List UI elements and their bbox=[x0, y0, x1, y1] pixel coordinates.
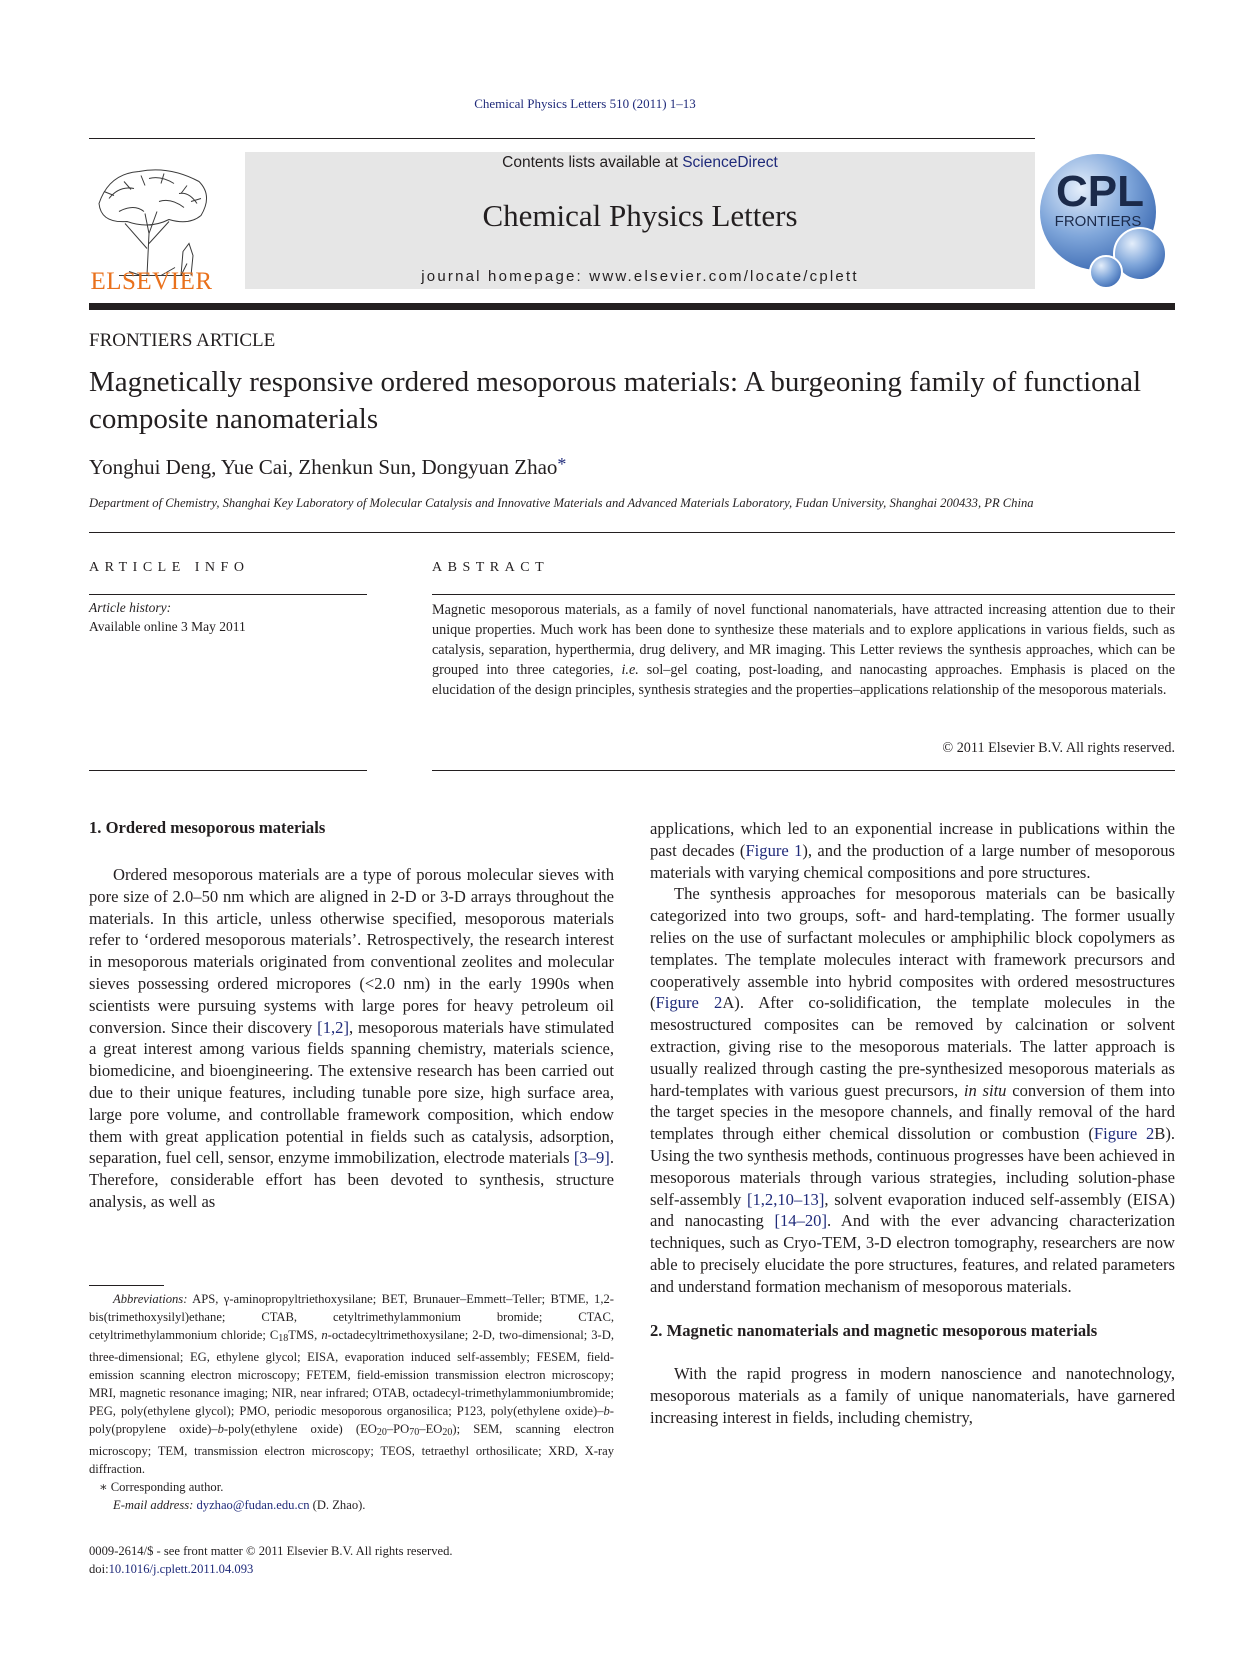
section-2-heading: 2. Magnetic nanomaterials and magnetic mesoporous materials bbox=[650, 1320, 1098, 1340]
text-run: -poly(ethylene oxide) (EO bbox=[223, 1422, 377, 1436]
citation-link[interactable]: [1,2] bbox=[317, 1017, 349, 1037]
cpl-logo-letters: CPL bbox=[1056, 167, 1144, 216]
doi-line bbox=[89, 1560, 614, 1578]
abstract-part: Magnetic mesoporous materials, as a family of novel functional nanomaterials, have attracted increasing attention due to their unique properties. Much work has been done to synthesize these materials and to explore applications in various fields, such as catalysis, separation, hyperthermia, drug delivery, and MR imaging. This Letter reviews the synthesis approaches, which can be grouped into three categories, bbox=[432, 602, 1175, 678]
paragraph bbox=[89, 864, 614, 1213]
front-matter-line: 0009-2614/$ - see front matter © 2011 Elsevier B.V. All rights reserved. bbox=[89, 1544, 453, 1558]
contents-line bbox=[245, 154, 1035, 172]
italic-run: b bbox=[603, 1404, 610, 1418]
text-run: The synthesis approaches for mesoporous materials can be basically categorized into two groups, soft- and hard-templating. The former usually relies on the use of surfactant molecules or amphiphilic block copolymers as templates. The template molecules interact with framework precursors and cooperatively assemble into hybrid composites with ordered mesostructures ( bbox=[650, 884, 1175, 1013]
text-run: B). Using the two synthesis methods, continuous progresses have been achieved in mesoporous materials through various strategies, including solution-phase self-assembly bbox=[650, 1124, 1175, 1209]
text-run: applications, which led to an exponential increase in publications within the past decades ( bbox=[650, 819, 1175, 860]
abstract-bottom-rule bbox=[432, 770, 1175, 771]
cpl-frontiers-logo bbox=[1036, 150, 1171, 295]
email-label: E-mail address: bbox=[113, 1498, 197, 1512]
email-note bbox=[89, 1496, 614, 1514]
italic-run: in situ bbox=[963, 1080, 1007, 1100]
cpl-logo-frontiers: FRONTIERS bbox=[1054, 213, 1142, 230]
citation-link[interactable]: [1,2,10–13] bbox=[746, 1189, 825, 1209]
text-run: APS, γ-aminopropyltriethoxysilane; BET, Brunauer–Emmett–Teller; BTME, 1,2-bis(trimethoxysilyl)ethane; CTAB, cetyltrimethylammonium bromide; CTAC, cetyltrimethylammonium chloride; C bbox=[89, 1292, 614, 1342]
author-list bbox=[89, 454, 566, 480]
text-run: Ordered mesoporous materials are a type of porous molecular sieves with pore size of 2.0–50 nm which are aligned in 2-D or 3-D arrays throughout the materials. In this article, unless otherwise specified, mesoporous materials refer to ‘ordered mesoporous materials’. Retrospectively, the research interest in mesoporous materials originated from conventional zeolites and molecular sieves possessing ordered micropores (<2.0 nm) in the early 1990s when scientists were pursuing systems with large pores for heavy petroleum oil conversion. Since their discovery bbox=[89, 865, 614, 1037]
info-top-rule bbox=[89, 594, 367, 595]
affiliation-rule bbox=[89, 532, 1175, 533]
abstract-ie: i.e. bbox=[621, 662, 639, 678]
paragraph: With the rapid progress in modern nanoscience and nanotechnology, mesoporous materials as a family of unique nanomaterials, have garnered increasing interest in fields, including chemistry, bbox=[650, 1364, 1175, 1427]
abstract-text bbox=[432, 600, 1175, 700]
journal-name: Chemical Physics Letters bbox=[482, 198, 798, 233]
corresponding-author-mark[interactable]: * bbox=[557, 454, 567, 474]
citation-link[interactable]: [3–9] bbox=[573, 1148, 610, 1168]
text-run: -poly(propylene oxide)– bbox=[89, 1404, 614, 1436]
abstract-top-rule bbox=[432, 594, 1175, 595]
abstract-part: sol–gel coating, post-loading, and nanocasting approaches. Emphasis is placed on the elucidation of the design principles, synthesis strategies and the properties–applications relationship of the mesoporous materials. bbox=[432, 662, 1176, 698]
footnote-rule bbox=[89, 1285, 164, 1286]
doi-label: doi: bbox=[89, 1562, 109, 1576]
article-history-value: Available online 3 May 2011 bbox=[89, 619, 246, 634]
abbreviations-label: Abbreviations: bbox=[113, 1292, 188, 1306]
paragraph bbox=[650, 818, 1175, 883]
text-run: A). After co-solidification, the template molecules in the mesostructured composites can be removed by calcination or solvent extraction, giving rise to the mesoporous materials. The latter approach is usually realized through casting the pre-synthesized mesoporous materials as hard-templates with various guest precursors, bbox=[650, 993, 1175, 1100]
abstract-copyright: © 2011 Elsevier B.V. All rights reserved. bbox=[942, 740, 1175, 756]
text-run: –PO bbox=[386, 1422, 410, 1436]
article-info-heading: ARTICLE INFO bbox=[89, 560, 250, 575]
subscript: 20 bbox=[442, 1427, 453, 1438]
text-run: ); SEM, scanning electron microscopy; TEM, transmission electron microscopy; TEOS, tetraethyl orthosilicate; XRD, X-ray diffraction. bbox=[89, 1422, 614, 1476]
abstract-heading: ABSTRACT bbox=[432, 560, 550, 575]
front-matter-info bbox=[89, 1542, 614, 1578]
text-run: , solvent evaporation induced self-assembly (EISA) and nanocasting bbox=[650, 1189, 1175, 1231]
article-type: FRONTIERS ARTICLE bbox=[89, 330, 276, 351]
figure-link[interactable]: Figure 1 bbox=[745, 840, 803, 860]
italic-run: b bbox=[217, 1422, 224, 1436]
figure-link[interactable]: Figure 2 bbox=[655, 993, 723, 1013]
corresponding-author-note: ∗ Corresponding author. bbox=[99, 1480, 224, 1494]
text-run: -octadecyltrimethoxysilane; 2-D, two-dimensional; 3-D, three-dimensional; EG, ethylene glycol; EISA, evaporation induced self-assembly; FESEM, field-emission scanning electron microscopy; FETEM, field-emission transmission electron microscopy; MRI, magnetic resonance imaging; NIR, near infrared; OTAB, octadecyl-trimethylammoniumbromide; PEG, poly(ethylene glycol); PMO, periodic mesoporous organosilica; P123, poly(ethylene oxide)– bbox=[89, 1328, 614, 1418]
text-run: , mesoporous materials have stimulated a great interest among various fields spanning chemistry, materials science, biomedicine, and bioengineering. The extensive research has been carried out due to their unique features, including tunable pore size, high surface area, large pore volume, and controllable framework composition, which endow them with great application potential in fields such as catalysis, adsorption, separation, fuel cell, sensor, enzyme immobilization, electrode materials bbox=[89, 1017, 614, 1168]
right-column bbox=[650, 818, 1175, 1429]
journal-homepage[interactable]: journal homepage: www.elsevier.com/locate/cplett bbox=[421, 268, 859, 285]
elsevier-wordmark: ELSEVIER bbox=[90, 268, 213, 295]
info-bottom-rule bbox=[89, 770, 367, 771]
text-run: TMS, bbox=[288, 1328, 322, 1342]
affiliation: Department of Chemistry, Shanghai Key Laboratory of Molecular Catalysis and Innovative Materials and Advanced Materials Laboratory, Fudan University, Shanghai 200433, PR China bbox=[89, 496, 1034, 510]
sciencedirect-link[interactable]: ScienceDirect bbox=[682, 154, 778, 171]
doi-link[interactable]: 10.1016/j.cplett.2011.04.093 bbox=[108, 1562, 254, 1576]
footnotes bbox=[89, 1290, 614, 1514]
text-run: . Therefore, considerable effort has been devoted to synthesis, structure analysis, as well as bbox=[89, 1148, 614, 1211]
header-thick-rule bbox=[89, 303, 1175, 310]
email-link[interactable]: dyzhao@fudan.edu.cn bbox=[196, 1498, 310, 1512]
text-run: –EO bbox=[419, 1422, 443, 1436]
citation-link[interactable]: [14–20] bbox=[774, 1211, 828, 1231]
subscript: 20 bbox=[376, 1427, 387, 1438]
subscript: 18 bbox=[278, 1333, 289, 1344]
abbreviations-footnote bbox=[89, 1290, 614, 1478]
article-title: Magnetically responsive ordered mesoporous materials: A burgeoning family of functional composite nanomaterials bbox=[89, 366, 1142, 435]
top-rule bbox=[89, 138, 1035, 139]
section-1-body bbox=[89, 864, 614, 1213]
section-1-heading: 1. Ordered mesoporous materials bbox=[89, 818, 326, 837]
article-history-label: Article history: bbox=[89, 600, 172, 615]
authors-text: Yonghui Deng, Yue Cai, Zhenkun Sun, Dongyuan Zhao bbox=[89, 455, 558, 479]
text-run: conversion of them into the target species in the mesopore channels, and finally removal of the hard templates through either chemical dissolution or combustion ( bbox=[650, 1080, 1176, 1144]
running-head: Chemical Physics Letters 510 (2011) 1–13 bbox=[474, 96, 696, 111]
contents-prefix: Contents lists available at bbox=[502, 154, 683, 171]
text-run: (D. Zhao). bbox=[309, 1498, 366, 1512]
paragraph bbox=[650, 883, 1175, 1297]
subscript: 70 bbox=[409, 1427, 420, 1438]
italic-run: n bbox=[321, 1328, 328, 1342]
figure-link[interactable]: Figure 2 bbox=[1093, 1124, 1155, 1144]
text-run: ), and the production of a large number of mesoporous materials with varying chemical compositions and pore structures. bbox=[650, 840, 1175, 882]
text-run: . And with the ever advancing characterization techniques, such as Cryo-TEM, 3-D electron tomography, researchers are now able to precisely elucidate the pore structures, features, and related parameters and understand formation mechanism of mesoporous materials. bbox=[650, 1211, 1176, 1296]
